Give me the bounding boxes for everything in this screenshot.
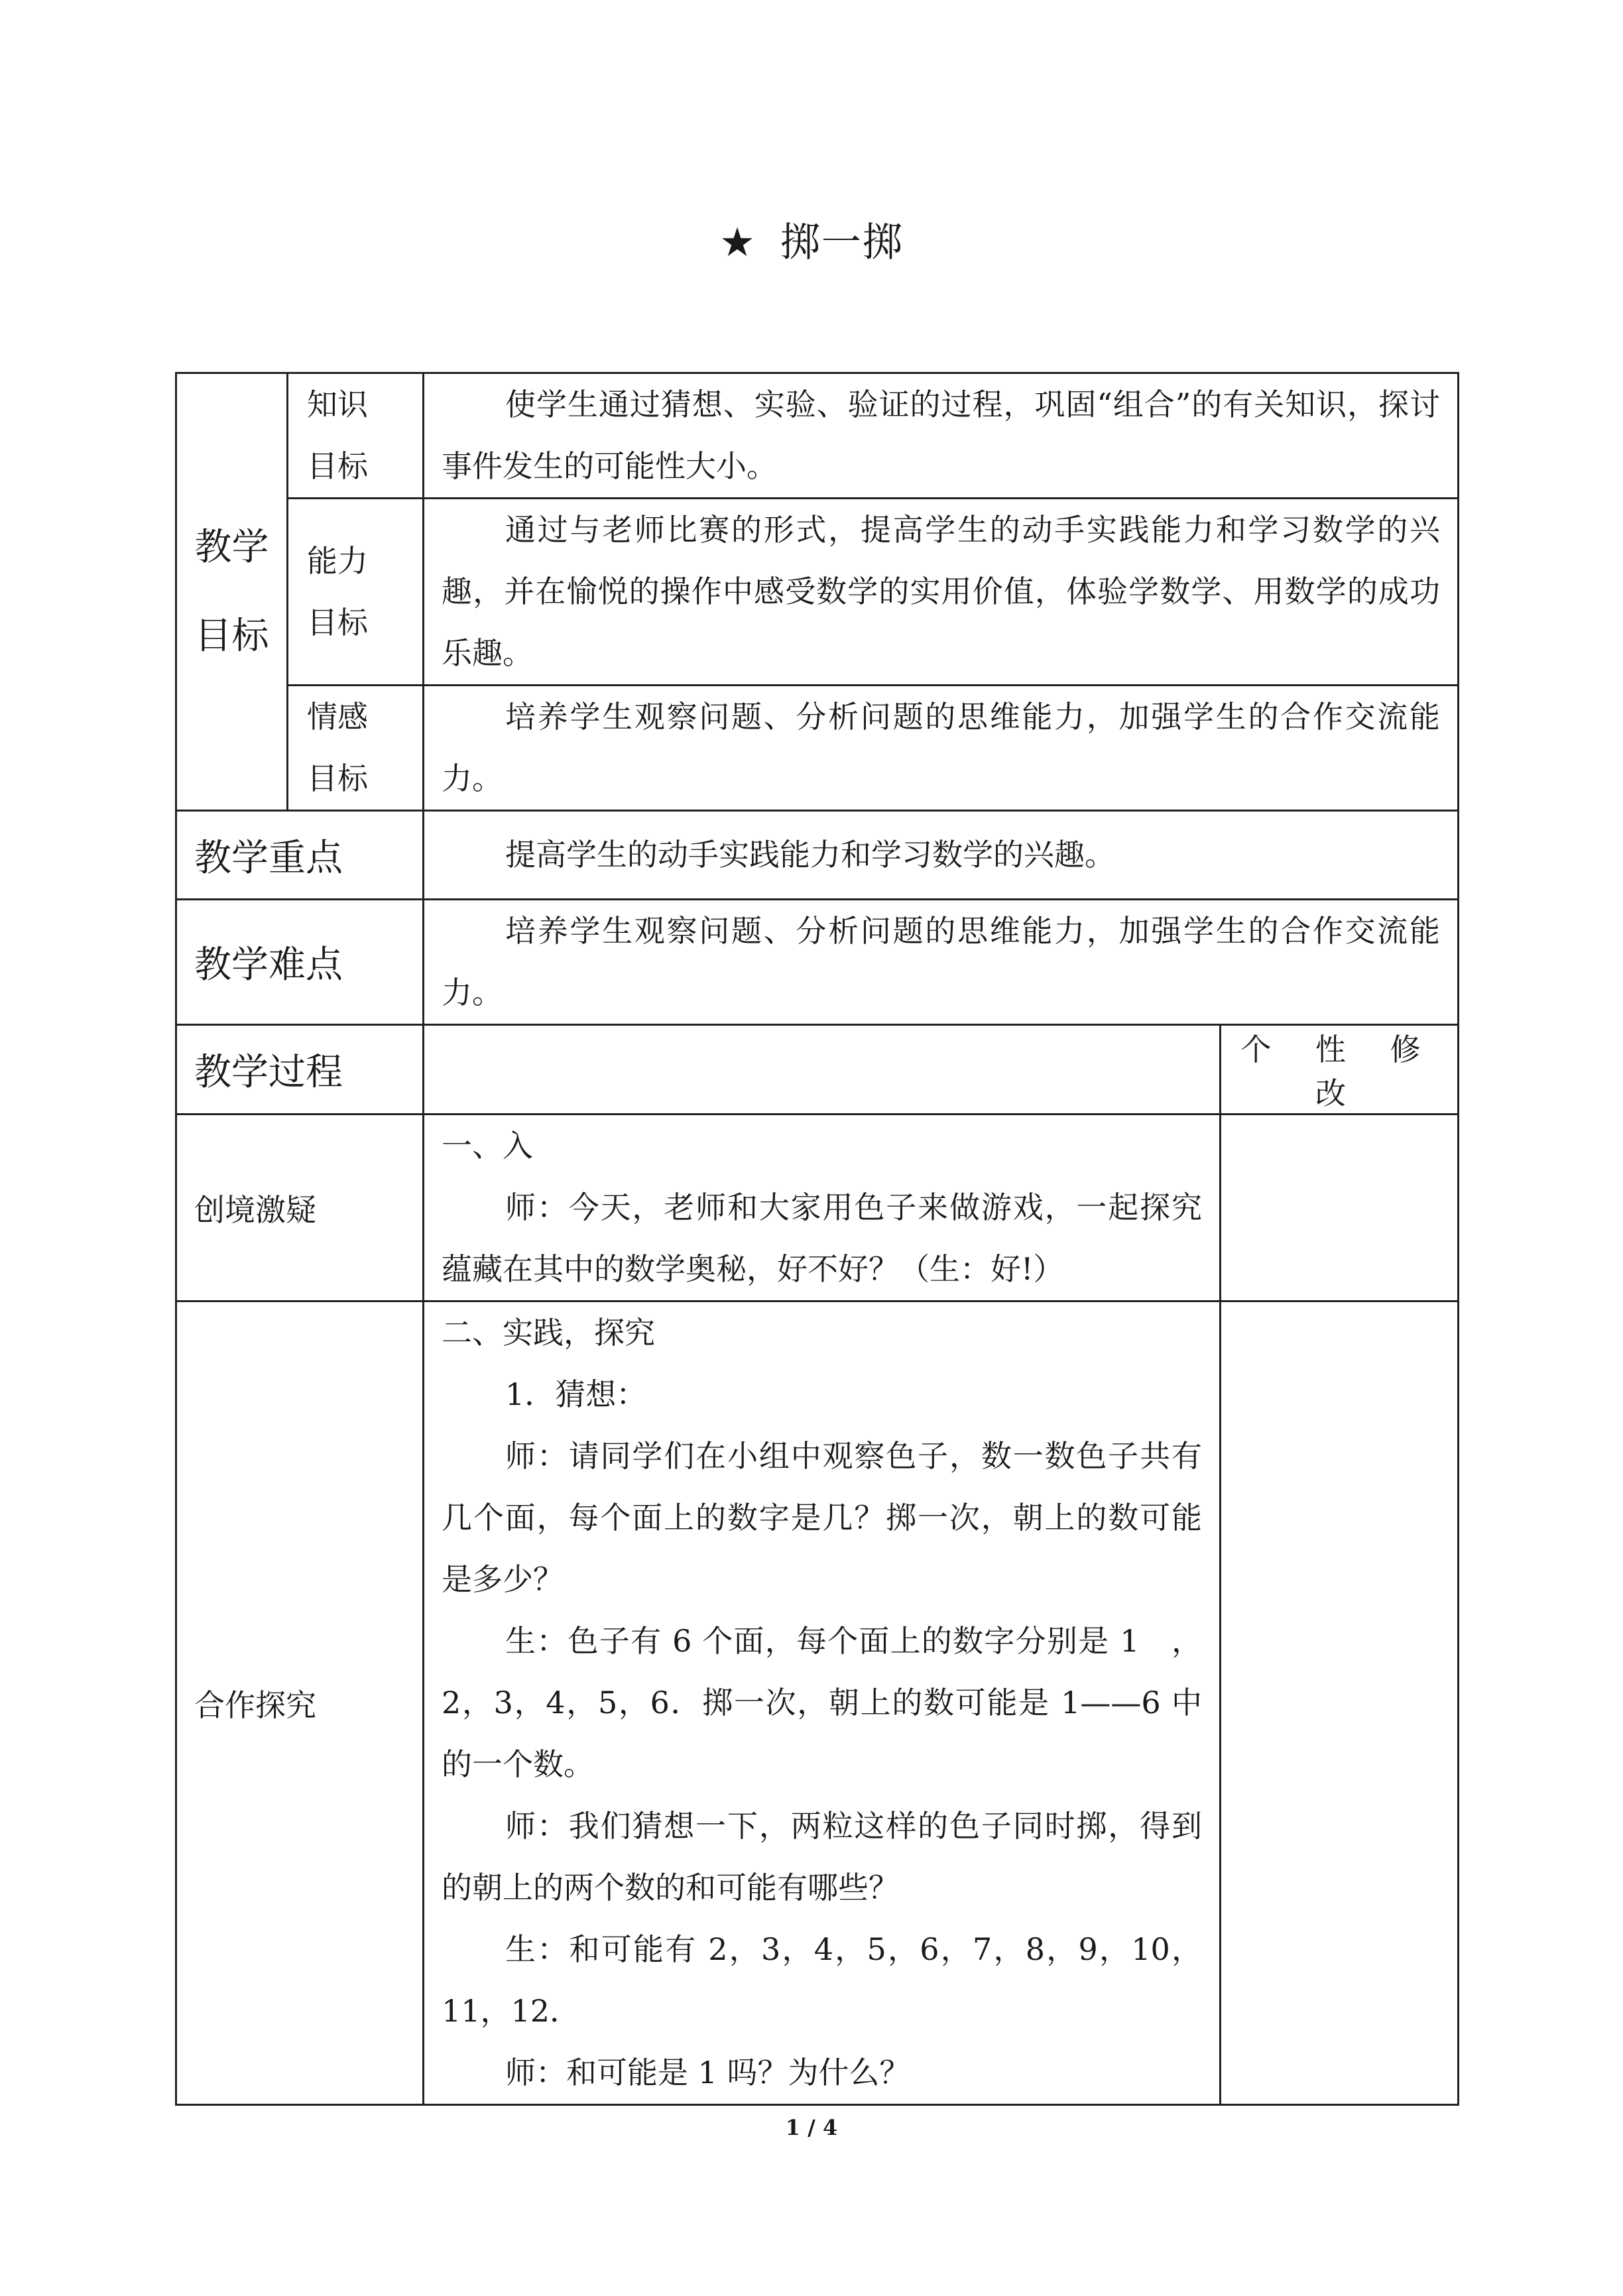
knowledge-goal-label: 知识 目标 xyxy=(307,387,368,484)
page-number: 1 / 4 xyxy=(785,2115,838,2140)
intro-label: 创境激疑 xyxy=(194,1191,316,1228)
ability-label-cell xyxy=(288,499,424,686)
key-point-text: 提高学生的动手实践能力和学习数学的兴趣。 xyxy=(505,837,1115,873)
intro-content-cell xyxy=(424,1115,1221,1301)
knowledge-text-cell xyxy=(424,373,1459,499)
star-icon: ★ xyxy=(719,219,756,266)
explore-paragraph: 师：和可能是 1 吗？为什么？ xyxy=(505,2055,910,2090)
emotion-goal-label: 情感 目标 xyxy=(307,699,368,796)
row-ability-goal xyxy=(176,499,1459,686)
ability-goal-text: 通过与老师比赛的形式，提高学生的动手实践能力和学习数学的兴趣，并在愉悦的操作中感受数学的实用价值，体验学数学、用数学的成功乐趣。 xyxy=(442,512,1441,671)
explore-paragraph: 生：色子有 6 个面，每个面上的数字分别是 1 ，2，3，4，5，6．掷一次，朝上的数可能是 1——6 中的一个数。 xyxy=(442,1623,1202,1782)
explore-content-cell xyxy=(424,1301,1221,2105)
emotion-label-cell xyxy=(288,686,424,811)
title-text: 掷一掷 xyxy=(780,219,904,266)
modify-label-cell xyxy=(1221,1025,1459,1115)
explore-label-cell xyxy=(176,1301,424,2105)
knowledge-goal-text: 使学生通过猜想、实验、验证的过程，巩固“组合”的有关知识，探讨事件发生的可能性大小。 xyxy=(442,387,1441,484)
row-process-header xyxy=(176,1025,1459,1115)
difficulty-label: 教学难点 xyxy=(194,943,343,987)
process-label-cell xyxy=(176,1025,424,1115)
difficulty-text: 培养学生观察问题、分析问题的思维能力，加强学生的合作交流能力。 xyxy=(442,913,1441,1010)
lesson-plan-table xyxy=(175,372,1459,2106)
goals-header-cell xyxy=(176,373,288,811)
explore-paragraph: 师：请同学们在小组中观察色子，数一数色子共有几个面，每个面上的数字是几？掷一次，朝上的数可能是多少？ xyxy=(442,1438,1202,1597)
ability-text-cell xyxy=(424,499,1459,686)
emotion-text-cell xyxy=(424,686,1459,811)
page-title xyxy=(0,211,1623,268)
row-intro xyxy=(176,1115,1459,1301)
difficulty-label-cell xyxy=(176,900,424,1025)
intro-modify-cell xyxy=(1221,1115,1459,1301)
process-label: 教学过程 xyxy=(194,1051,343,1094)
row-key-point xyxy=(176,811,1459,900)
ability-goal-label: 能力 目标 xyxy=(307,542,368,640)
key-point-label-cell xyxy=(176,811,424,900)
modify-label: 个 性 修 改 xyxy=(1240,1032,1438,1111)
emotion-goal-text: 培养学生观察问题、分析问题的思维能力，加强学生的合作交流能力。 xyxy=(442,699,1441,796)
key-point-text-cell xyxy=(424,811,1459,900)
explore-heading: 二、实践，探究 xyxy=(442,1315,655,1351)
explore-modify-cell xyxy=(1221,1301,1459,2105)
row-knowledge-goal xyxy=(176,373,1459,499)
explore-step1: 1．猜想： xyxy=(505,1376,647,1412)
row-explore xyxy=(176,1301,1459,2105)
goals-header: 教学 目标 xyxy=(194,525,269,658)
knowledge-label-cell xyxy=(288,373,424,499)
difficulty-text-cell xyxy=(424,900,1459,1025)
explore-paragraph: 师：我们猜想一下，两粒这样的色子同时掷，得到的朝上的两个数的和可能有哪些？ xyxy=(442,1808,1202,1905)
explore-label: 合作探究 xyxy=(194,1687,316,1723)
intro-label-cell xyxy=(176,1115,424,1301)
process-empty-cell xyxy=(424,1025,1221,1115)
row-emotion-goal xyxy=(176,686,1459,811)
key-point-label: 教学重点 xyxy=(194,836,343,880)
explore-paragraph: 生：和可能有 2，3，4，5，6，7，8，9，10，11，12． xyxy=(442,1931,1202,2029)
intro-text: 师：今天，老师和大家用色子来做游戏，一起探究蕴藏在其中的数学奥秘，好不好？（生：好!） xyxy=(442,1189,1202,1287)
row-difficulty xyxy=(176,900,1459,1025)
intro-heading: 一、入 xyxy=(442,1128,533,1164)
